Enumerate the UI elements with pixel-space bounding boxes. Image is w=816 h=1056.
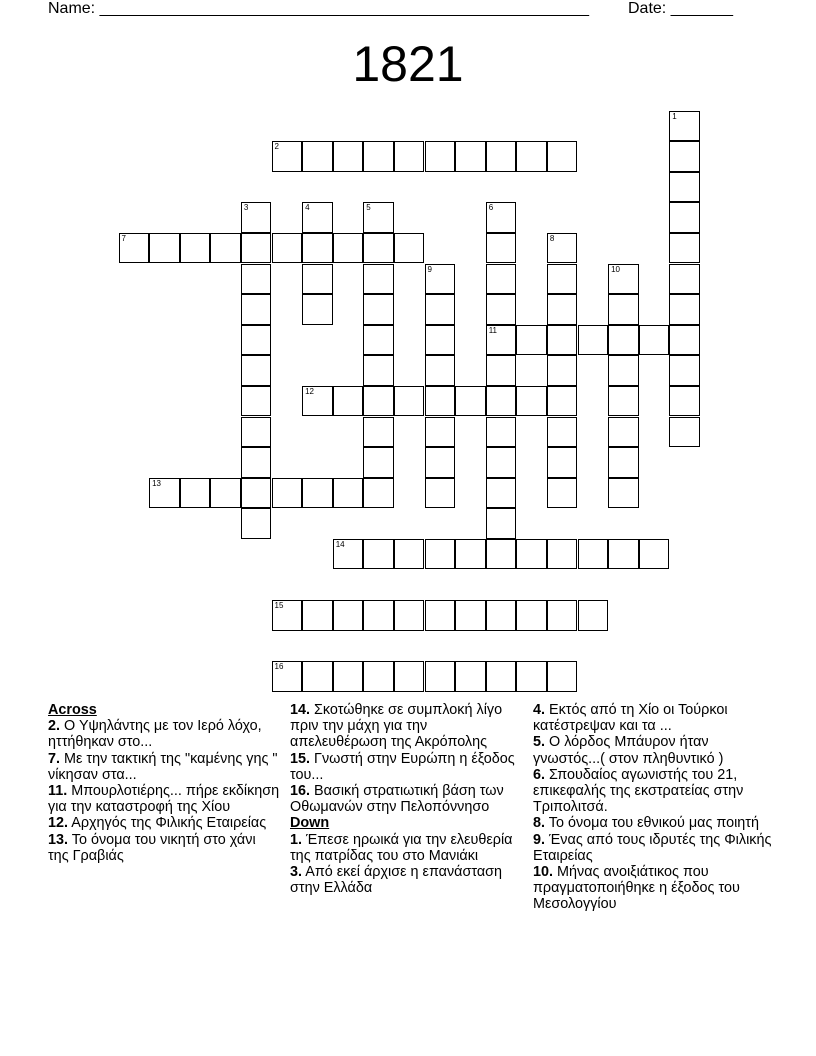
crossword-cell[interactable] <box>669 355 700 386</box>
crossword-cell[interactable] <box>486 508 517 539</box>
crossword-cell[interactable] <box>455 661 486 692</box>
crossword-cell[interactable] <box>516 600 547 631</box>
cell-number: 14 <box>335 539 345 549</box>
clue-number: 7. <box>48 750 61 767</box>
clue-item <box>48 783 280 815</box>
crossword-cell[interactable] <box>302 202 333 233</box>
crossword-cell[interactable] <box>333 233 364 264</box>
crossword-cell[interactable] <box>363 478 394 509</box>
crossword-cell[interactable] <box>608 539 639 570</box>
crossword-cell[interactable] <box>547 600 578 631</box>
clue-item <box>290 751 518 783</box>
clue-item <box>533 702 773 734</box>
clue-text: Μήνας ανοιξιάτικος που πραγματοποιήθηκε η έξοδος του Μεσολογγίου <box>533 864 740 913</box>
crossword-cell[interactable] <box>486 141 517 172</box>
crossword-cell[interactable] <box>241 233 272 264</box>
crossword-cell[interactable] <box>302 141 333 172</box>
crossword-cell[interactable] <box>639 325 670 356</box>
crossword-cell[interactable] <box>425 264 456 295</box>
clue-text: Μπουρλοτιέρης... πήρε εκδίκηση για την καταστροφή της Χίου <box>48 783 280 816</box>
clue-item <box>48 751 280 783</box>
name-line: Name: _______________________________________________________ <box>48 0 589 17</box>
crossword-cell[interactable] <box>241 325 272 356</box>
crossword-cell[interactable] <box>241 386 272 417</box>
clue-item <box>533 815 773 831</box>
crossword-cell[interactable] <box>363 600 394 631</box>
clue-number: 14. <box>290 702 311 718</box>
clue-column-1 <box>48 702 280 864</box>
crossword-cell[interactable] <box>486 202 517 233</box>
clue-item <box>533 832 773 864</box>
crossword-cell[interactable] <box>547 294 578 325</box>
crossword-cell[interactable] <box>547 661 578 692</box>
crossword-cell[interactable] <box>669 294 700 325</box>
clue-number: 8. <box>533 815 546 832</box>
crossword-cell[interactable] <box>363 417 394 448</box>
crossword-cell[interactable] <box>210 478 241 509</box>
clue-number: 12. <box>48 815 69 832</box>
crossword-cell[interactable] <box>425 600 456 631</box>
crossword-cell[interactable] <box>425 417 456 448</box>
cell-number: 1 <box>672 111 677 121</box>
crossword-cell[interactable] <box>547 355 578 386</box>
crossword-cell[interactable] <box>394 141 425 172</box>
crossword-cell[interactable] <box>455 539 486 570</box>
crossword-cell[interactable] <box>333 141 364 172</box>
crossword-cell[interactable] <box>486 386 517 417</box>
crossword-cell[interactable] <box>119 233 150 264</box>
crossword-cell[interactable] <box>516 386 547 417</box>
crossword-cell[interactable] <box>333 386 364 417</box>
crossword-cell[interactable] <box>486 478 517 509</box>
cell-number: 9 <box>427 264 432 274</box>
crossword-cell[interactable] <box>669 172 700 203</box>
clue-item <box>290 783 518 815</box>
crossword-cell[interactable] <box>425 447 456 478</box>
clue-text: Σπουδαίος αγωνιστής του 21, επικεφαλής της εκστρατείας στην Τριπολιτσά. <box>533 766 744 816</box>
crossword-cell[interactable] <box>578 539 609 570</box>
crossword-cell[interactable] <box>486 355 517 386</box>
clue-text: Βασική στρατιωτική βάση των Οθωμανών στην Πελοπόννησο <box>290 783 504 816</box>
crossword-cell[interactable] <box>547 325 578 356</box>
crossword-cell[interactable] <box>272 600 303 631</box>
crossword-cell[interactable] <box>547 386 578 417</box>
crossword-cell[interactable] <box>302 661 333 692</box>
crossword-cell[interactable] <box>241 355 272 386</box>
cell-number: 16 <box>274 662 284 672</box>
crossword-cell[interactable] <box>363 141 394 172</box>
crossword-cell[interactable] <box>363 355 394 386</box>
crossword-cell[interactable] <box>547 141 578 172</box>
crossword-cell[interactable] <box>180 478 211 509</box>
clue-text: Το όνομα του νικητή στο χάνι της Γραβιάς <box>48 831 256 864</box>
crossword-cell[interactable] <box>363 264 394 295</box>
crossword-cell[interactable] <box>608 417 639 448</box>
crossword-cell[interactable] <box>394 539 425 570</box>
clue-column-3 <box>533 702 773 913</box>
crossword-cell[interactable] <box>608 264 639 295</box>
clue-text: Το όνομα του εθνικού μας ποιητή <box>545 815 759 832</box>
crossword-cell[interactable] <box>669 233 700 264</box>
clue-item <box>48 832 280 864</box>
cell-number: 7 <box>121 233 126 243</box>
crossword-cell[interactable] <box>425 294 456 325</box>
clue-number: 13. <box>48 831 69 848</box>
crossword-cell[interactable] <box>486 661 517 692</box>
clue-text: Γνωστή στην Ευρώπη η έξοδος του... <box>290 750 515 783</box>
crossword-cell[interactable] <box>302 478 333 509</box>
crossword-cell[interactable] <box>241 294 272 325</box>
crossword-cell[interactable] <box>363 447 394 478</box>
crossword-cell[interactable] <box>669 417 700 448</box>
crossword-cell[interactable] <box>486 417 517 448</box>
crossword-cell[interactable] <box>363 325 394 356</box>
crossword-cell[interactable] <box>241 417 272 448</box>
crossword-cell[interactable] <box>425 661 456 692</box>
crossword-cell[interactable] <box>516 325 547 356</box>
crossword-cell[interactable] <box>608 447 639 478</box>
clue-text: Με την τακτική της "καμένης γης " νίκησαν στα... <box>48 750 278 783</box>
crossword-cell[interactable] <box>516 661 547 692</box>
clue-item <box>533 734 773 766</box>
crossword-cell[interactable] <box>272 233 303 264</box>
crossword-cell[interactable] <box>272 478 303 509</box>
crossword-cell[interactable] <box>394 661 425 692</box>
crossword-cell[interactable] <box>669 325 700 356</box>
crossword-cell[interactable] <box>669 386 700 417</box>
crossword-cell[interactable] <box>578 325 609 356</box>
crossword-cell[interactable] <box>608 325 639 356</box>
cell-number: 3 <box>243 203 249 213</box>
crossword-cell[interactable] <box>669 264 700 295</box>
crossword-cell[interactable] <box>547 233 578 264</box>
crossword-cell[interactable] <box>425 355 456 386</box>
clue-item <box>48 718 280 750</box>
clue-number: 16. <box>290 783 311 800</box>
crossword-cell[interactable] <box>608 294 639 325</box>
crossword-cell[interactable] <box>210 233 241 264</box>
clue-number: 5. <box>533 734 546 751</box>
down-heading: Down <box>290 815 330 832</box>
crossword-cell[interactable] <box>578 600 609 631</box>
crossword-cell[interactable] <box>547 447 578 478</box>
crossword-cell[interactable] <box>669 141 700 172</box>
crossword-cell[interactable] <box>608 355 639 386</box>
crossword-cell[interactable] <box>394 233 425 264</box>
crossword-cell[interactable] <box>425 386 456 417</box>
crossword-cell[interactable] <box>302 600 333 631</box>
crossword-cell[interactable] <box>241 508 272 539</box>
clue-number: 1. <box>290 831 303 848</box>
crossword-cell[interactable] <box>333 478 364 509</box>
clue-text: Ένας από τους ιδρυτές της Φιλικής Εταιρείας <box>533 831 772 864</box>
clue-text: Έπεσε ηρωικά για την ελευθερία της πατρίδας του στο Μανιάκι <box>290 831 513 864</box>
crossword-cell[interactable] <box>547 417 578 448</box>
crossword-cell[interactable] <box>302 294 333 325</box>
crossword-cell[interactable] <box>302 264 333 295</box>
crossword-cell[interactable] <box>333 661 364 692</box>
crossword-cell[interactable] <box>486 264 517 295</box>
crossword-cell[interactable] <box>455 386 486 417</box>
crossword-cell[interactable] <box>608 386 639 417</box>
clue-item <box>290 832 518 864</box>
clue-item <box>290 864 518 896</box>
crossword-cell[interactable] <box>302 386 333 417</box>
clue-item <box>533 864 773 913</box>
crossword-cell[interactable] <box>486 539 517 570</box>
crossword-cell[interactable] <box>486 447 517 478</box>
crossword-cell[interactable] <box>363 386 394 417</box>
crossword-cell[interactable] <box>486 233 517 264</box>
crossword-cell[interactable] <box>639 539 670 570</box>
crossword-cell[interactable] <box>363 202 394 233</box>
cell-number: 12 <box>305 386 314 396</box>
cell-number: 13 <box>152 478 161 488</box>
clue-number: 4. <box>533 702 546 718</box>
crossword-cell[interactable] <box>241 478 272 509</box>
clue-item <box>533 767 773 816</box>
across-heading: Across <box>48 702 97 718</box>
clue-number: 10. <box>533 864 554 881</box>
crossword-cell[interactable] <box>669 111 700 142</box>
cell-number: 15 <box>274 601 284 611</box>
crossword-cell[interactable] <box>516 141 547 172</box>
crossword-cell[interactable] <box>425 325 456 356</box>
crossword-cell[interactable] <box>333 600 364 631</box>
crossword-cell[interactable] <box>425 478 456 509</box>
crossword-cell[interactable] <box>486 600 517 631</box>
cell-number: 6 <box>488 203 494 213</box>
crossword-cell[interactable] <box>516 539 547 570</box>
crossword-cell[interactable] <box>241 447 272 478</box>
crossword-cell[interactable] <box>425 539 456 570</box>
cell-number: 4 <box>305 203 310 213</box>
crossword-cell[interactable] <box>180 233 211 264</box>
cell-number: 2 <box>274 142 279 152</box>
clue-number: 11. <box>48 783 68 800</box>
clue-number: 3. <box>290 864 303 881</box>
clue-number: 6. <box>533 766 546 783</box>
clue-text: Εκτός από τη Χίο οι Τούρκοι κατέστρεψαν και τα ... <box>533 702 728 735</box>
crossword-cell[interactable] <box>149 233 180 264</box>
cell-number: 10 <box>611 264 620 274</box>
crossword-cell[interactable] <box>241 264 272 295</box>
crossword-cell[interactable] <box>272 141 303 172</box>
clue-number: 2. <box>48 718 61 735</box>
clue-text: Ο λόρδος Μπάυρον ήταν γνωστός...( στον πληθυντικό ) <box>533 734 724 767</box>
crossword-cell[interactable] <box>547 264 578 295</box>
crossword-cell[interactable] <box>149 478 180 509</box>
clue-text: Σκοτώθηκε σε συμπλοκή λίγο πριν την μάχη για την απελευθέρωση της Ακρόπολης <box>290 702 503 751</box>
clue-item <box>48 815 280 831</box>
clue-column-2 <box>290 702 518 896</box>
crossword-cell[interactable] <box>455 600 486 631</box>
clue-item <box>290 702 518 751</box>
crossword-cell[interactable] <box>241 202 272 233</box>
clue-number: 9. <box>533 831 546 848</box>
crossword-cell[interactable] <box>669 202 700 233</box>
crossword-cell[interactable] <box>455 141 486 172</box>
page-title: 1821 <box>352 36 464 92</box>
clue-text: Αρχηγός της Φιλικής Εταιρείας <box>68 815 267 832</box>
cell-number: 5 <box>366 203 371 213</box>
crossword-cell[interactable] <box>363 539 394 570</box>
clue-text: Ο Υψηλάντης με τον Ιερό λόχο, ηττήθηκαν στο... <box>48 718 262 751</box>
clue-number: 15. <box>290 750 311 767</box>
crossword-cell[interactable] <box>547 478 578 509</box>
crossword-cell[interactable] <box>547 539 578 570</box>
crossword-cell[interactable] <box>302 233 333 264</box>
crossword-cell[interactable] <box>333 539 364 570</box>
crossword-cell[interactable] <box>272 661 303 692</box>
crossword-cell[interactable] <box>608 478 639 509</box>
crossword-cell[interactable] <box>363 661 394 692</box>
crossword-cell[interactable] <box>363 233 394 264</box>
crossword-cell[interactable] <box>486 325 517 356</box>
crossword-cell[interactable] <box>363 294 394 325</box>
crossword-cell[interactable] <box>394 600 425 631</box>
cell-number: 11 <box>488 325 497 335</box>
clue-text: Από εκεί άρχισε η επανάσταση στην Ελλάδα <box>290 864 503 897</box>
crossword-cell[interactable] <box>394 386 425 417</box>
date-line: Date: _______ <box>628 0 733 17</box>
crossword-cell[interactable] <box>425 141 456 172</box>
cell-number: 8 <box>549 233 555 243</box>
crossword-cell[interactable] <box>486 294 517 325</box>
